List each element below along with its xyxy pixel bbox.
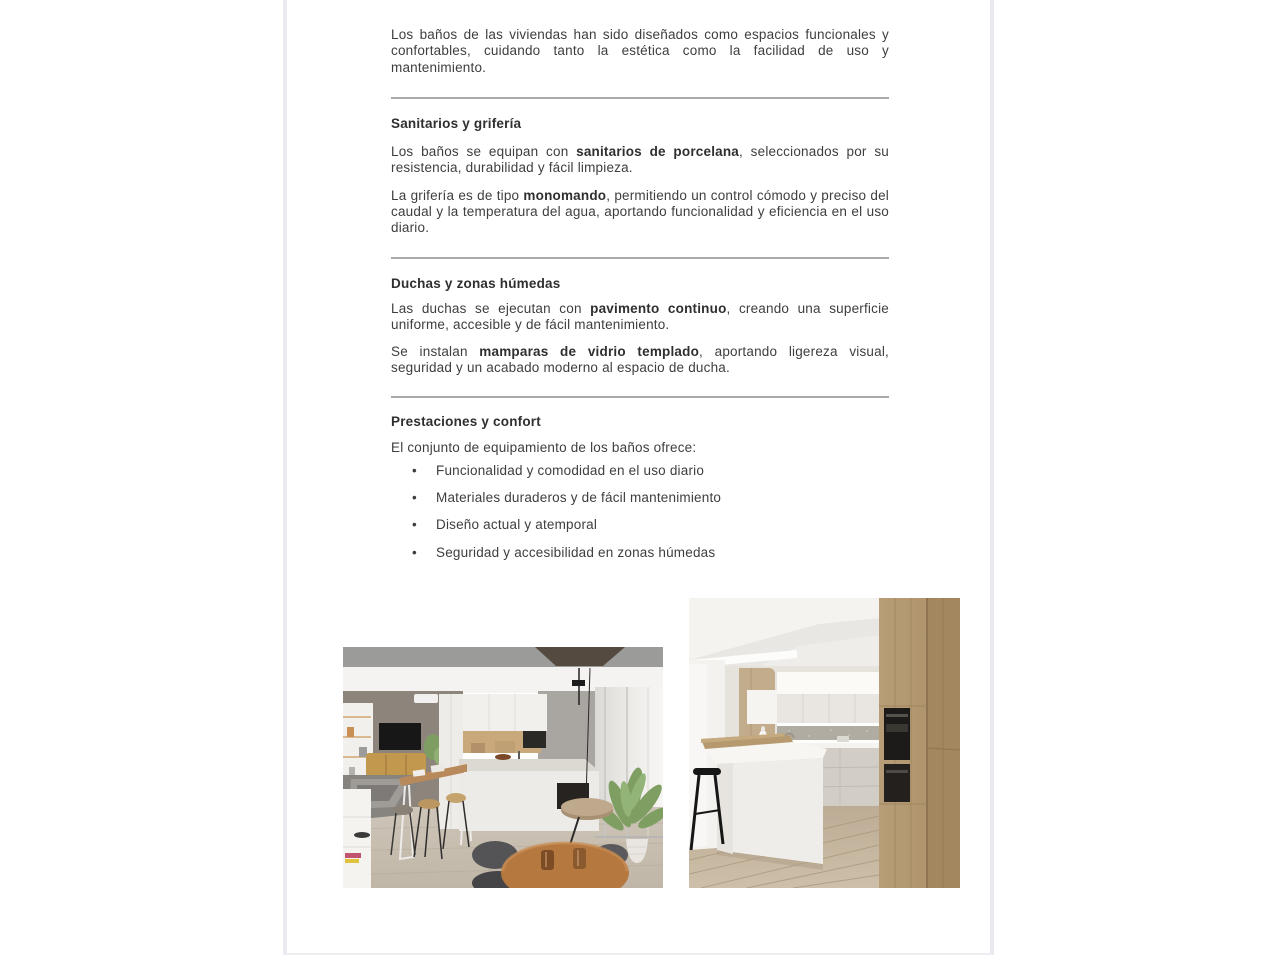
section-divider: [391, 257, 889, 259]
document-page: [283, 0, 994, 955]
text-run: Los baños se equipan con: [391, 144, 577, 160]
section-heading-duchas: Duchas y zonas húmedas: [391, 275, 561, 291]
text-run: , permitiendo un control cómodo y preciso del caudal y la temperatura del agua, aportando funcionalidad y eficiencia en el uso diario.: [391, 187, 889, 236]
ac-unit: [414, 694, 438, 703]
bullet-icon: •: [412, 517, 417, 533]
text-run: , aportando ligereza visual, seguridad y un acabado moderno al espacio de ducha.: [391, 343, 889, 375]
bullet-icon: •: [412, 544, 417, 560]
text-run-bold: pavimento continuo: [590, 300, 727, 316]
list-lead-paragraph: El conjunto de equipamiento de los baños ofrece:: [391, 440, 697, 456]
list-item-text: Seguridad y accesibilidad en zonas húmedas: [436, 544, 716, 560]
list-item: [391, 463, 889, 479]
text-run: , creando una superficie uniforme, accesible y de fácil mantenimiento.: [391, 300, 889, 333]
text-run-bold: mamparas de vidrio templado: [479, 343, 700, 359]
wood-cabinet-wall: [879, 598, 960, 888]
text-run: La grifería es de tipo: [391, 187, 524, 203]
paragraph-duchas-1: [391, 301, 889, 334]
kitchen-island: [701, 733, 827, 870]
bullet-icon: •: [412, 490, 417, 506]
text-run-bold: sanitarios de porcelana: [576, 144, 740, 160]
tv: [379, 723, 421, 750]
bullet-icon: •: [412, 462, 417, 478]
list-item-text: Materiales duraderos y de fácil mantenimiento: [436, 490, 722, 506]
living-room-open-kitchen-illustration: [343, 647, 663, 888]
section-divider: [391, 396, 889, 398]
text-run: , seleccionados por su resistencia, durabilidad y fácil limpieza.: [391, 144, 889, 176]
bullet-list: [391, 463, 889, 561]
wood-and-white-kitchen-photo: [689, 598, 960, 888]
paragraph-sanitarios-2: [391, 188, 889, 237]
paragraph-sanitarios-1: [391, 144, 889, 177]
paragraph-duchas-2: [391, 344, 889, 377]
living-room-open-kitchen-photo: [343, 647, 663, 888]
text-run: Las duchas se ejecutan con: [391, 300, 591, 316]
list-item: [391, 490, 889, 506]
section-heading-sanitarios: Sanitarios y grifería: [391, 115, 522, 131]
document-content: [391, 0, 889, 561]
list-item-text: Funcionalidad y comodidad en el uso diario: [436, 462, 705, 478]
list-item-text: Diseño actual y atemporal: [436, 517, 598, 533]
text-run-bold: monomando: [523, 187, 607, 203]
list-item: [391, 545, 889, 561]
section-heading-prestaciones: Prestaciones y confort: [391, 414, 541, 430]
text-run: Se instalan: [391, 343, 480, 359]
list-item: [391, 517, 889, 533]
sideboard: [343, 789, 371, 888]
intro-paragraph: Los baños de las viviendas han sido diseñados como espacios funcionales y confortables, cuidando tanto la estética como la facilidad de uso y mantenimiento.: [391, 27, 889, 75]
wood-and-white-kitchen-illustration: [689, 598, 960, 888]
built-in-oven: [884, 764, 910, 802]
section-divider: [391, 97, 889, 99]
